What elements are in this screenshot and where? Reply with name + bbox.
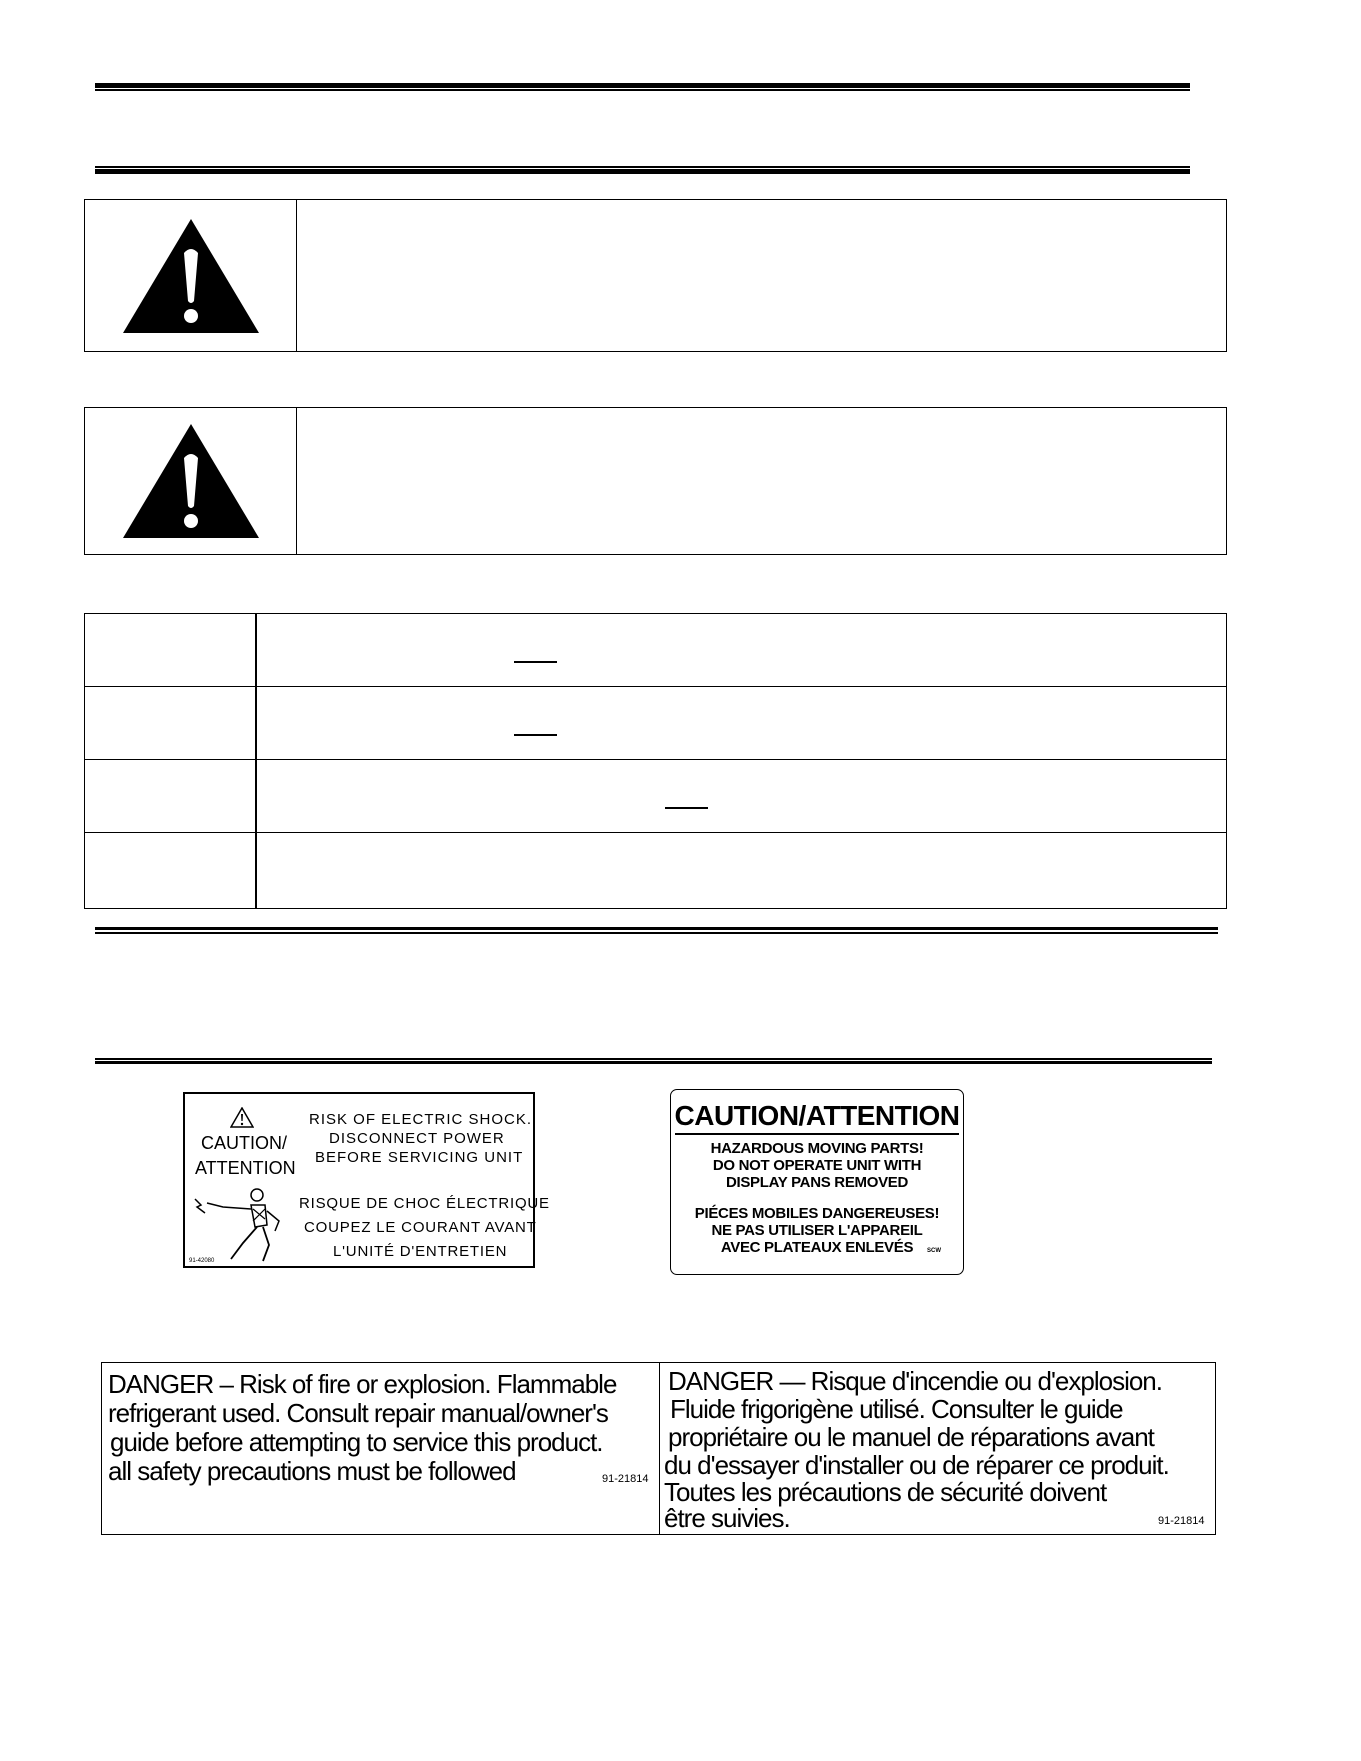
attention-word: ATTENTION [195,1158,296,1178]
label-text-line: DO NOT OPERATE UNIT WITH [712,1157,922,1174]
warning-triangle-icon [230,1107,254,1128]
label-text-line: RISQUE DE CHOC ÉLECTRIQUE [299,1195,550,1212]
label-code: 91-21814 [1158,1515,1205,1527]
label-text-line: DANGER — Risque d'incendie ou d'explosion. [668,1366,1162,1396]
label-text-line: du d'essayer d'installer ou de réparer ce produit. [664,1450,1169,1480]
label-code: SCW [927,1248,941,1254]
label-text-line: DISCONNECT POWER [329,1130,505,1147]
caution-word: CAUTION/ [201,1133,288,1153]
label-text-line: RISK OF ELECTRIC SHOCK. [309,1111,533,1128]
label-text-line: NE PAS UTILISER L'APPAREIL [711,1222,923,1239]
label-code: 91-42080 [189,1258,215,1264]
table-row [85,687,1226,760]
underline-mark [514,734,557,736]
label-text-line: être suivies. [664,1503,790,1533]
warning-box-1 [84,199,1227,352]
danger-label-english [102,1363,660,1534]
label-text-line: all safety precautions must be followed [108,1456,516,1486]
warning-box-2-text [297,408,1226,554]
label-text-line: propriétaire ou le manuel de réparations avant [668,1422,1154,1452]
underline-mark [514,661,557,663]
table-row [85,760,1226,833]
electric-shock-icon [193,1187,293,1265]
warning-box-2 [84,407,1227,555]
label-text-line: AVEC PLATEAUX ENLEVÉS [720,1239,914,1256]
label-text-line: BEFORE SERVICING UNIT [315,1149,524,1166]
label-text-line: PIÉCES MOBILES DANGEREUSES! [694,1205,940,1222]
warning-box-1-text [297,200,1226,351]
warning-triangle-icon [121,422,261,540]
label-text-line: Fluide frigorigène utilisé. Consulter le guide [670,1394,1123,1424]
label-code: 91-21814 [602,1473,649,1485]
label-text-line: COUPEZ LE COURANT AVANT [304,1219,537,1236]
top-rule-lower [95,166,1190,174]
warning-box-1-icon-cell [85,200,297,351]
label-text-line: DISPLAY PANS REMOVED [725,1174,909,1191]
label-text-line: Toutes les précautions de sécurité doivent [664,1477,1107,1507]
caution-heading: CAUTION/ATTENTION [674,1100,960,1131]
moving-parts-label [670,1089,964,1275]
table-row [85,833,1226,908]
underline-mark [665,807,708,809]
table-row [85,614,1226,687]
top-rule-upper [95,83,1190,91]
label-text-line: refrigerant used. Consult repair manual/owner's [108,1398,608,1428]
signal-word-table [84,613,1227,909]
danger-label-french [660,1363,1215,1534]
label-text-line: HAZARDOUS MOVING PARTS! [710,1140,924,1157]
mid-rule-lower [95,1058,1212,1066]
label-text-line: guide before attempting to service this product. [110,1427,603,1457]
warning-box-2-icon-cell [85,408,297,554]
label-text-line: L'UNITÉ D'ENTRETIEN [333,1243,508,1260]
label-text-line: DANGER – Risk of fire or explosion. Flammable [108,1369,617,1399]
mid-rule-upper [95,927,1218,935]
danger-label [101,1362,1216,1535]
electric-shock-label [183,1092,550,1268]
warning-triangle-icon [121,217,261,335]
